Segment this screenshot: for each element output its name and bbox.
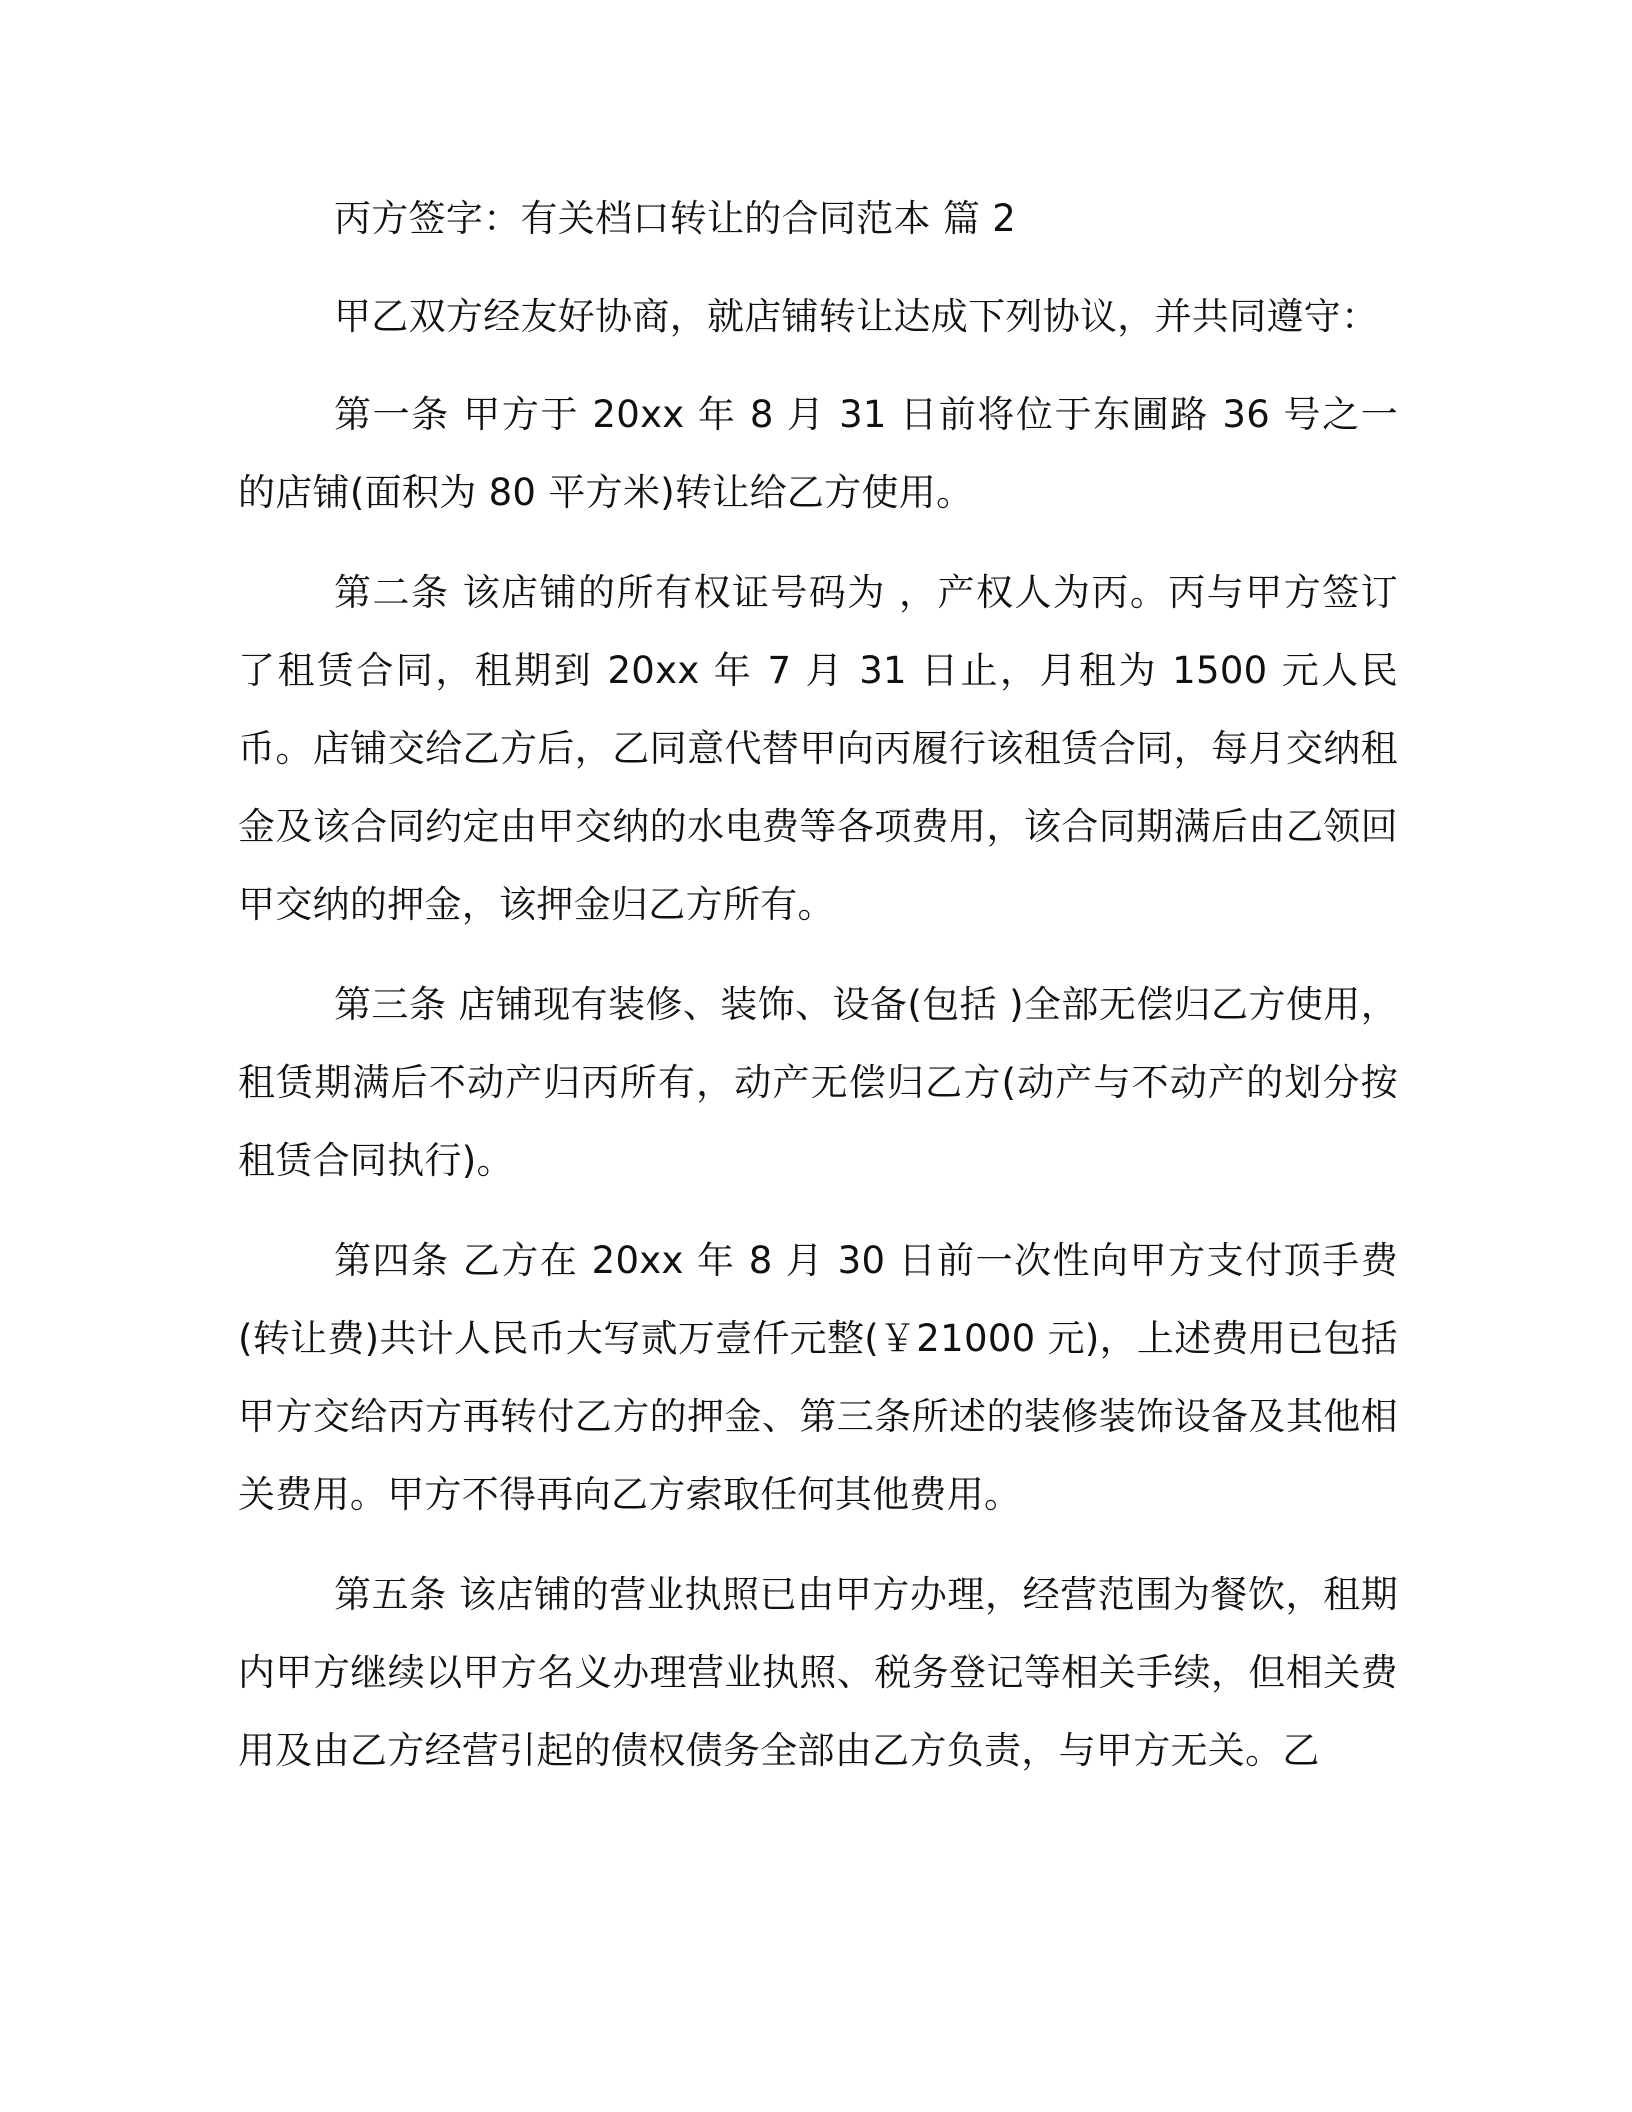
- document-body: [238, 180, 1398, 1790]
- intro-paragraph: 甲乙双方经友好协商，就店铺转让达成下列协议，并共同遵守：: [334, 295, 1379, 338]
- article-4: 第四条 乙方在 20xx 年 8 月 30 日前一次性向甲方支付顶手费(转让费)共计人民币大写贰万壹仟元整(￥21000 元)，上述费用已包括甲方交给丙方再转付乙方的押金、第三条所述的装修装饰设备及其他相关费用。甲方不得再向乙方索取任何其他费用。: [238, 1239, 1399, 1516]
- article-2: 第二条 该店铺的所有权证号码为 ，产权人为丙。丙与甲方签订了租赁合同，租期到 20xx 年 7 月 31 日止，月租为 1500 元人民币。店铺交给乙方后，乙同意代替甲向丙履行该租赁合同，每月交纳租金及该合同约定由甲交纳的水电费等各项费用，该合同期满后由乙领回甲交纳的押金，该押金归乙方所有。: [238, 571, 1398, 926]
- article-5: 第五条 该店铺的营业执照已由甲方办理，经营范围为餐饮，租期内甲方继续以甲方名义办理营业执照、税务登记等相关手续，但相关费用及由乙方经营引起的债权债务全部由乙方负责，与甲方无关。乙: [238, 1573, 1398, 1772]
- article-3: 第三条 店铺现有装修、装饰、设备(包括 )全部无偿归乙方使用，租赁期满后不动产归丙所有，动产无偿归乙方(动产与不动产的划分按租赁合同执行)。: [238, 983, 1398, 1182]
- article-1: 第一条 甲方于 20xx 年 8 月 31 日前将位于东圃路 36 号之一的店铺(面积为 80 平方米)转让给乙方使用。: [238, 393, 1398, 514]
- heading-line: 丙方签字：有关档口转让的合同范本 篇 2: [334, 197, 1017, 240]
